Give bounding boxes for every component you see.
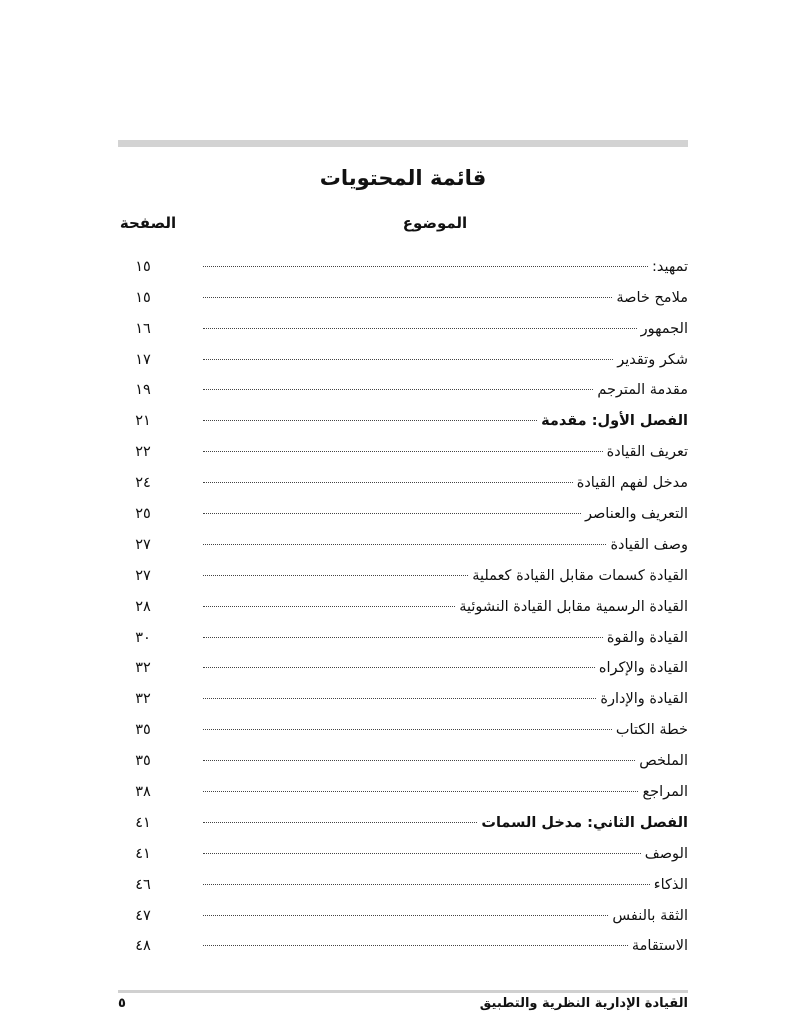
toc-entry-page: ٢٢	[135, 444, 151, 461]
toc-entry[interactable]	[118, 676, 688, 707]
column-header-topic: الموضوع	[402, 214, 468, 232]
toc-entry-page: ٢٥	[135, 506, 151, 523]
header-rule	[118, 140, 688, 147]
dot-leader	[203, 297, 612, 298]
toc-entry-label: الوصف	[644, 845, 688, 862]
dot-leader	[203, 606, 455, 607]
dot-leader	[203, 266, 648, 267]
toc-entry[interactable]	[118, 769, 688, 800]
toc-entry-label: المراجع	[642, 784, 688, 801]
toc-entry-page: ٤٦	[135, 876, 151, 893]
dot-leader	[203, 637, 603, 638]
dot-leader	[203, 945, 628, 946]
toc-entry-label: وصف القيادة	[610, 536, 688, 553]
toc-entry-page: ٣٨	[135, 784, 151, 801]
toc-entry-page: ٣٢	[135, 691, 151, 708]
toc-entry[interactable]	[118, 429, 688, 460]
toc-entry-page: ٤٨	[135, 938, 151, 955]
toc-entry[interactable]	[118, 275, 688, 306]
toc-entry-page: ١٥	[135, 289, 151, 306]
dot-leader	[203, 575, 468, 576]
column-header-page: الصفحة	[119, 214, 177, 232]
toc-entry-page: ١٥	[135, 258, 151, 275]
toc-entry-page: ٤١	[135, 814, 151, 831]
toc-entry-label: الثقة بالنفس	[612, 907, 688, 924]
toc-entry[interactable]	[118, 337, 688, 368]
toc-entry-label: الفصل الثاني: مدخل السمات	[481, 814, 688, 831]
toc-entry-label: القيادة الرسمية مقابل القيادة النشوئية	[459, 598, 688, 615]
footer-rule	[118, 990, 688, 993]
toc-entry-label: الملخص	[639, 753, 688, 770]
toc-entry[interactable]	[118, 398, 688, 429]
table-of-contents	[118, 244, 688, 954]
dot-leader	[203, 513, 581, 514]
toc-entry-page: ١٧	[135, 351, 151, 368]
toc-entry-page: ٣٢	[135, 660, 151, 677]
toc-entry[interactable]	[118, 584, 688, 615]
toc-entry-page: ١٩	[135, 382, 151, 399]
toc-entry[interactable]	[118, 893, 688, 924]
toc-entry-label: ملامح خاصة	[616, 289, 688, 306]
toc-entry-label: الذكاء	[653, 876, 688, 893]
toc-entry[interactable]	[118, 553, 688, 584]
toc-entry-page: ٣٥	[135, 722, 151, 739]
dot-leader	[203, 791, 638, 792]
footer-page-number: ٥	[118, 996, 126, 1011]
toc-entry-label: القيادة والإكراه	[598, 660, 688, 677]
dot-leader	[203, 389, 593, 390]
toc-entry-page: ٤٧	[135, 907, 151, 924]
toc-entry[interactable]	[118, 244, 688, 275]
toc-entry-page: ١٦	[135, 320, 151, 337]
toc-entry-label: مقدمة المترجم	[597, 382, 688, 399]
toc-entry-page: ٣٠	[135, 629, 151, 646]
toc-entry[interactable]	[118, 738, 688, 769]
dot-leader	[203, 698, 596, 699]
dot-leader	[203, 328, 637, 329]
toc-entry[interactable]	[118, 646, 688, 677]
dot-leader	[203, 359, 613, 360]
toc-entry[interactable]	[118, 831, 688, 862]
page-title: قائمة المحتويات	[319, 166, 487, 190]
toc-entry-page: ٣٥	[135, 753, 151, 770]
dot-leader	[203, 915, 608, 916]
dot-leader	[203, 884, 650, 885]
toc-entry-label: التعريف والعناصر	[584, 506, 688, 523]
toc-entry-label: مدخل لفهم القيادة	[576, 475, 688, 492]
dot-leader	[203, 451, 603, 452]
toc-entry[interactable]	[118, 800, 688, 831]
toc-entry-label: الجمهور	[640, 320, 688, 337]
toc-entry-label: الاستقامة	[631, 938, 688, 955]
toc-entry-label: تعريف القيادة	[606, 444, 688, 461]
dot-leader	[203, 853, 641, 854]
dot-leader	[203, 482, 573, 483]
toc-entry-page: ٢٧	[135, 567, 151, 584]
toc-entry-page: ٢٨	[135, 598, 151, 615]
toc-entry[interactable]	[118, 615, 688, 646]
toc-entry-label: تمهيد:	[652, 258, 688, 275]
toc-entry[interactable]	[118, 862, 688, 893]
toc-entry-label: القيادة كسمات مقابل القيادة كعملية	[472, 567, 688, 584]
toc-entry-page: ٢١	[135, 413, 151, 430]
toc-entry-page: ٢٧	[135, 536, 151, 553]
toc-entry[interactable]	[118, 306, 688, 337]
toc-entry-label: القيادة والإدارة	[600, 691, 688, 708]
dot-leader	[203, 822, 477, 823]
dot-leader	[203, 420, 537, 421]
toc-entry-label: الفصل الأول: مقدمة	[541, 413, 688, 430]
toc-entry-label: خطة الكتاب	[615, 722, 688, 739]
dot-leader	[203, 729, 612, 730]
toc-entry[interactable]	[118, 707, 688, 738]
toc-entry-page: ٤١	[135, 845, 151, 862]
toc-entry[interactable]	[118, 368, 688, 399]
dot-leader	[203, 544, 606, 545]
toc-entry-label: القيادة والقوة	[606, 629, 688, 646]
dot-leader	[203, 667, 595, 668]
toc-entry[interactable]	[118, 491, 688, 522]
footer-book-title: القيادة الإدارية النظرية والتطبيق	[479, 996, 688, 1011]
toc-entry[interactable]	[118, 522, 688, 553]
toc-entry-page: ٢٤	[135, 475, 151, 492]
dot-leader	[203, 760, 635, 761]
toc-entry[interactable]	[118, 924, 688, 955]
toc-entry[interactable]	[118, 460, 688, 491]
toc-entry-label: شكر وتقدير	[617, 351, 688, 368]
